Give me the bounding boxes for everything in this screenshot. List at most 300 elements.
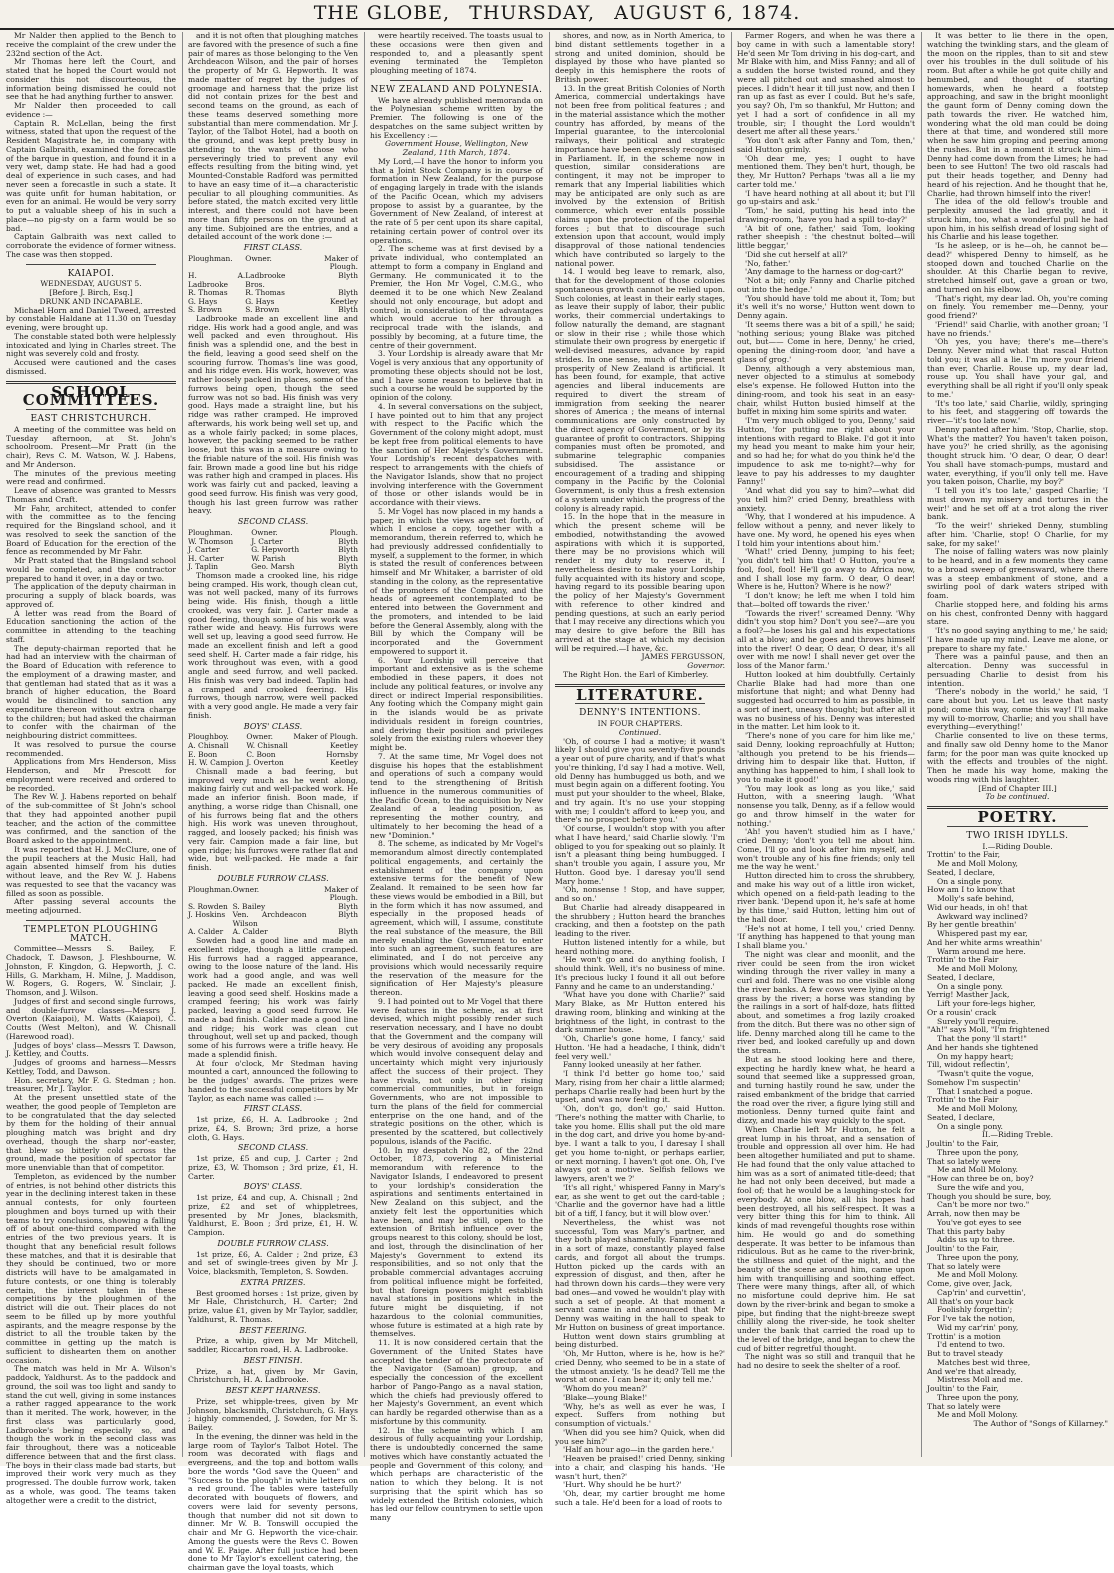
poem-line: By her gentle breathin' <box>927 920 1017 930</box>
paragraph: Farmer Rogers, and when he was there a boy came in with such a lamentable story! He'd seen Mr Tom driving in his dog-cart, and Mr Blake with him, and Miss Fanny; and all of a sudden the horse twisted round, and they were all pitched out and smashed almost to pieces. I didn't hear it till just now, and then I ran up as fast as ever I could. But he's safe, you say? Oh, I'm so thankful, Mr Hutton; and yet I had a sort of confidence in all my trouble, sir; I thought the Lord wouldn't desert me after all these years.' <box>737 31 915 137</box>
table-cell: Blyth <box>338 910 358 920</box>
table-cell: A. Chisnall <box>188 740 229 750</box>
poem-line: Me and Moll Molony, <box>937 1104 1018 1113</box>
table-cell: Blyth <box>338 536 358 546</box>
paragraph: 'No, father.' <box>745 258 791 268</box>
poem-line: That the pony 'll start!" <box>937 1034 1027 1043</box>
paragraph: 13. In the great British Colonies of North America, commercial undertakings have not been free from political features ; and in the material assistance which the mother country has afforded, by means of the Imperial guarantee, to the intercolonial railways, their political and strategic importance have been expressly recognised in Parliament. If, in the scheme now in question, similar considerations are contingent, it may not be improper to remark that any Imperial liabilities which may be anticipated are only such as are involved by the extension of British commerce, which ever entails possible claims upon the protection of the Imperial forces ; but that to discourage such extension upon that account, would imply disapproval of those national tendencies which have contributed so largely to the national power. <box>555 83 725 268</box>
masthead-date: AUGUST 6, 1874. <box>614 2 801 24</box>
paragraph: 2. The scheme was at first devised by a private individual, who contemplated an attempt to form a company in England and Germany. He communicated it to the Premier, the Hon Mr Vogel, C.M.G., who deemed it to be one which New Zealand should not only encourage, but adopt and control, in consideration of the advantages which would accrue to her through a reciprocal trade with the islands, and possibly by becoming, at a future time, the centre of their government. <box>370 244 543 350</box>
paragraph: Mr Thomas here left the Court, and stated that he hoped the Court would not consider this not discourteous, the information being dismissed he could not see that he had anything further to answer. <box>6 57 176 102</box>
school-committees-heading: SCHOOL COMMITTEES. <box>22 382 160 410</box>
table-cell: Plough. <box>329 527 358 537</box>
first-class-report: Ladbrooke made an excellent line and ridge. His work had a good angle, and was well packed and even throughout. His finish was a splendid one, and the best in the field, leaving a good seed shelf on the scouring furrow. Thomas's line was good, and his ridge even. His work, however, was rather loosely packed in places, some of the furrows being open, though the seed furrow was not so bad. His finish was very good. Hays made a straight line, but his ridge was rather cramped. He improved afterwards, his work being well set up, and as a whole fairly packed; in some places, however, the packing seemed to be rather loose, but this was in a measure owing to the friable nature of the soil. His finish was fair. Brown made a good line but his ridge was rather high and cramped in places. His work was fairly cut and packed, leaving a good seed furrow. His finish was very good, though his last green furrow was rather heavy. <box>188 313 358 516</box>
boys-class-heading: BOYS' CLASS. <box>243 721 303 731</box>
paragraph: Templeton, as evidenced by the number of entries, is not behind other districts this year in the declining interest taken in these annual contests, for only fourteen ploughmen and boys turned up with their teams to try conclusions, showing a falling off of about one-third compared with the entries of the two previous years. It is thought that any beneficial result follows these matches, and that it is desirable that they should be continued, two or more districts will have to be amalgamated in future contests, or one thing is tolerably certain, the interest taken in these competitions by the ploughmen of the district will die out. Their places do not seem to be filled up by more youthful aspirants, and the meagre response by the district to all the trouble taken by the committee in getting up the match is sufficient to dishearten them on another occasion. <box>6 1171 176 1365</box>
poem-line: Trottin' is a motion <box>927 1331 1001 1341</box>
masthead <box>0 0 1114 30</box>
east-christchurch-heading: EAST CHRISTCHURCH. <box>30 414 152 424</box>
table-cell: S. Rowden <box>188 901 228 911</box>
paragraph: 'Why, that I wondered at his impudence. A fellow without a penny, and never likely to have one. My word, he opened his eyes when I told him your intentions about him.' <box>737 512 915 548</box>
table-cell: A. Calder <box>188 927 224 937</box>
paragraph: 'That's right, my dear lad. Oh, you're coming on finely. You remember me—Denny, your good friend?' <box>927 293 1108 320</box>
story-text-end <box>927 32 1108 785</box>
table-cell: R. Thomas <box>188 288 228 298</box>
prizes-first-heading: FIRST CLASS. <box>243 1104 303 1114</box>
paragraph: Captain Galbraith was next called to corroborate the evidence of former witness. The case was then stopped. <box>6 232 176 259</box>
table-cell: Blyth <box>338 927 358 937</box>
paragraph: 12. In the scheme with which I am desirous of fully acquainting your Lordship, there is undoubtedly concerned the same motives which have constantly actuated the people and Government of this colony, and which perhaps are characteristic of the nation to which they belong. It is not surprising that the spirit which has so widely extended the British colonies, which has led our fellow countrymen to settle upon many <box>370 1425 543 1522</box>
story-continued-label: Continued. <box>618 727 662 737</box>
paragraph: 'I'm very much obliged to you, Denny,' said Hutton, 'for putting me right about your intentions with regard to Blake. I'd got it into my head you meant to make him your heir, and so had he; for what do you think he'd the impudence to ask me to-night?—why for leave to pay his addresses to my daughter Fanny!' <box>737 416 915 487</box>
paragraph: 'Of course, I wouldn't stop with you after what I have heard,' said Charlie slowly. 'I'm obliged to you for speaking out so plainly. It isn't a pleasant thing being humbugged. I shan't trouble you again, I assure you, Mr Hutton. Good bye. I daresay you'll send Mary home.' <box>555 824 725 886</box>
table-cell: Ladbrooke Bros. <box>245 270 286 289</box>
prizes-first: 1st prize, £6, H. A. Ladbrooke ; 2nd prize, £4, S. Brown; 3rd prize, a horse cloth, G. Hays. <box>188 1115 358 1142</box>
table-cell: W. Parish <box>251 553 286 563</box>
poem-line: Somehow I'm suspectin' <box>927 1077 1021 1087</box>
paragraph: A meeting of the committee was held on Tuesday afternoon, at St. John's schoolroom. Present—Mr Pratt (in the chair), Revs C. M. Watson, W. J. Habens, and Mr Anderson. <box>6 424 176 469</box>
poem-line: That I snatched a pogue. <box>937 1086 1033 1096</box>
paragraph: 'I think I'd better go home too,' said Mary, rising from her chair a little alarmed; perhaps Charlie really had been hurt by the upset, and was now feeling it. <box>555 1069 725 1105</box>
table-cell: Blyth <box>338 288 358 298</box>
poem-line: Whispered past my ear, <box>937 929 1028 938</box>
table-cell: Maker of Plough. <box>324 884 358 903</box>
paragraph: The minutes of the previous meeting were read and confirmed. <box>6 468 176 487</box>
poem-line: Me and Moll Molony, <box>937 859 1018 868</box>
paragraph: 10. In my despatch No 82, of the 22nd October, 1873, covering a Ministerial memorandum with reference to the Navigator Islands, I endeavored to present to your lordship's consideration the aspirations and sentiments entertained in New Zealand on this subject, and the anxiety felt lest the opportunities which have been, and may be still, open to the extension of British influence over the groups nearest to this colony, should be lost, and lost, through the disinclination of her Majesty's Government to extend its responsibilities, and so not only that the probable commercial advantages accruing from political influence might be forfeited, but that foreign powers might establish naval stations in positions which in the future might be disquieting, if not hazardous to the colonial communities, whose future is estimated at a high rate by themselves. <box>370 1145 543 1339</box>
paragraph: 'Hurt. Why should he be hurt?' <box>563 1480 682 1490</box>
story-subtitle: IN FOUR CHAPTERS. <box>597 719 683 728</box>
paragraph: 'You don't ask after Fanny and Tom, then,' said Hutton grimly. <box>737 136 915 154</box>
paragraph: 'I have heard nothing at all about it; but I'll go up-stairs and ask.' <box>737 188 915 207</box>
paragraph: 'It's no good saying anything to me,' he said; 'I have made up my mind. Leave me alone, or prepare to share my fate.' <box>927 626 1108 653</box>
table-cell: A. Calder <box>232 927 268 937</box>
poem-line: On my happy heart; <box>937 1051 1014 1061</box>
poem-part2 <box>927 1140 1108 1420</box>
table-cell: Keetley <box>330 296 358 306</box>
paragraph: The Rev W. J. Habens reported on behalf of the sub-committee of St John's school that they had appointed another pupil teacher, and the action of the committee was confirmed, and the sanction of the Board asked to the appointment. <box>6 792 176 845</box>
poem-line: Lift your fore-legs higher, <box>937 999 1036 1008</box>
poem-line: And we're that already, <box>927 1366 1017 1376</box>
paragraph: 'Towards the river!' screamed Denny. 'Why didn't you stop him? Don't you see?—are you a fool?—he loses his gal and his expectations all at a blow; and he goes and throws himself into the river! O dear, O dear, O dear, it's all over with me now! I shall never get over the loss of the Manor farm.' <box>737 608 915 670</box>
paragraph: It was reported that H. J. McClure, one of the pupil teachers at the Music Hall, had again absented himself from his duties without leave, and the Rev W. J. Habens was requested to see that the vacancy was filled as soon as possible. <box>6 844 176 898</box>
poem-line: On a single pony. <box>937 1121 1003 1131</box>
poem-line: Seated, I declare, <box>927 972 995 982</box>
paragraph: 'He's not at home, I tell you,' cried Denny. 'If anything has happened to that young man I shall blame you.' <box>737 923 915 950</box>
best-feering: Prize, a whip, given by Mr Mitchell, saddler, Riccarton road, H. A. Ladbrooke. <box>188 1336 358 1355</box>
prizes-boys-heading: BOYS' CLASS. <box>243 1182 303 1192</box>
column-2 <box>188 31 358 1573</box>
paragraph: 'Did she cut herself at all?' <box>745 249 848 259</box>
first-class-heading: FIRST CLASS. <box>243 243 303 252</box>
templeton-heading: TEMPLETON PLOUGHING MATCH. <box>23 924 159 944</box>
best-harness-heading: BEST KEPT HARNESS. <box>225 1386 321 1396</box>
double-furrow-report: Sowden had a good line and made an excellent ridge, though a little cramped. His furrows had a ragged appearance, owing to the loose nature of the land. His work had a good angle, and was well packed. He made an excellent finish, leaving a good seed shelf. Hoskins made a cramped feering; his work was fairly packed, leaving a good seed furrow. He made a bad finish. Calder made a good line and ridge; his work was clean cut throughout, well set up and packed, though some of his furrows were a trifle heavy. He made a splendid finish. <box>188 936 358 1059</box>
paragraph: 'I tell you it's too late,' gasped Charlie; 'I must drown my misery and tortures in the weir!' and he set off at a trot along the river bank. <box>927 486 1108 522</box>
second-class-report: Thomson made a crooked line, his ridge being cramped. His work, though clean cut, was not well packed, many of its furrows being wide. His finish, though a little crooked, was very fair. J. Carter made a good feering, though some of his work was rather wide and heavy. His furrows were well set up, leaving a good seed furrow. He made an excellent finish and left a good seed shelf. H. Carter made a fair ridge, his work throughout was even, with a good angle and seed furrow, and well packed. His finish was very bad indeed. Taplin had a cramped and crooked feering. His furrows, though narrow, were well packed with a very good angle. He made a very fair finish. <box>188 570 358 720</box>
poem-line: Come, give over, Jack, <box>927 1279 1013 1288</box>
paragraph: Hutton looked at him doubtfully. Certainly Charlie Blake had had more than one misfortune that night; and what Denny had suggested had occurred to him as possible, in a sort of inert, uneasy thought; but after all it was no business of his. Denny was interested in the matter. Let him look to it. <box>737 669 915 732</box>
poem-line: Seated, I declare, <box>927 867 995 877</box>
nz-despatch-continued <box>555 32 725 653</box>
paragraph: The night was clear and moonlit, and the river could be seen from the iron wicket winding through the river valley in many a curl and fold. There was no one visible along the river banks. A few cows were lying on the grass by the river; a horse was standing by the railings in a sort of half-doze, hats flitted about, and sometimes a frog lazily croaked from the ditch. But there was no other sign of life. Denny marched along till he came to the river bed, and looked carefully up and down the stream. <box>737 949 915 1055</box>
paragraph: 'Oh yes, you have; there's me—there's Denny. Never mind what that rascal Hutton told you; it was all a lie. I'm more your friend than ever, Charlie. Rouse up, my dear lad, rouse up. You shall have your gal, and everything shall be all right if you'll only speak to me.' <box>927 337 1108 399</box>
poem-line: Trottin' to the Fair, <box>927 850 1000 860</box>
paragraph: 'I don't know; he left me when I told him that—bolted off towards the river.' <box>737 591 915 609</box>
poem-line: Three upon the pony, <box>937 1392 1019 1402</box>
poem-line: Wid our heads, in oh! that <box>927 902 1028 912</box>
poem-line: On a single pony. <box>937 876 1003 886</box>
best-harness: Prize, set whipple-trees, given by Mr Johnson, blacksmith, Christchurch, G. Hays ; highly commended, J. Sowden, for Mr S. Bailey. <box>188 1396 358 1433</box>
paragraph: Denny panted after him. 'Stop, Charlie, stop. What's the matter? You haven't taken poison, have you?' he cried shrilly, as the agonising thought struck him. 'O dear, O dear, O dear! You shall have stomach-pumps, mustard and water, everything, if you'll only tell me. Have you taken poison, Charlie, my boy?' <box>927 424 1108 487</box>
paragraph: My Lord,—I have the honor to inform you that a Joint Stock Company is in course of formation in New Zealand, for the purpose of engaging largely in trade with the islands of the Pacific Ocean, which my advisers propose to assist by a guarantee, by the Government of New Zealand, of interest at the rate of 5 per cent upon its share capital, retaining certain power of control over its operations. <box>370 156 543 245</box>
table-cell: Blyth <box>338 270 358 280</box>
paragraph: 'Oh dear me, yes; I ought to have mentioned them. They ben't hurt, though, be they, Mr Hutton? Perhaps 'twas all a lie my carter told me.' <box>737 153 915 189</box>
paragraph: 'Half an hour ago—in the garden here.' <box>563 1445 714 1455</box>
prizes-second-heading: SECOND CLASS. <box>237 1143 309 1153</box>
paragraph: Charlie consented to live on these terms, and finally saw old Denny home to the Manor farm; for the poor man was quite knocked up with the effects and troubles of the night. Then he made his way home, making the woods ring with his laughter. <box>927 731 1108 784</box>
literature-heading: LITERATURE. <box>576 685 704 704</box>
table-header-row <box>188 255 358 272</box>
paragraph: Mr Nalder then proceeded to call evidence :— <box>6 101 176 119</box>
paragraph: 'Why, he's as well as ever he was, I expect. Suffers from nothing but consumption of victuals.' <box>555 1401 725 1428</box>
paragraph: Judges of grooms and harness—Messrs Kettley, Todd, and Dawson. <box>6 1058 176 1076</box>
paragraph: 3. Your Lordship is already aware that Mr Vogel is very anxious that any opportunity of promoting these objects should not be lost, and I have some reason to believe that in such a course he would be supported by the opinion of the colony. <box>370 349 543 402</box>
poem-title: TWO IRISH IDYLLS. <box>966 830 1069 841</box>
table-cell: Keetley <box>330 740 358 750</box>
poem-part1-title: I.—Riding Double. <box>982 841 1053 851</box>
paragraph: 'Blake—young Blake!' <box>563 1392 648 1402</box>
awards-intro: At four o'clock, Mr Stedman having mounted a cart, announced the following to be the judges' awards. The prizes were handed to the successful competitors by Mr Taylor, as each name was called :— <box>188 1058 358 1103</box>
paragraph: Nevertheless, the whist was not successful, Tom was Mary's partner, and they both played shamefully. Fanny seemed in a sort of maze, constantly played false cards, and forgot all about the trumps. Hutton picked up the cards with an expression of disgust, and then, after he had thrown down his cards—they were very bad ones—and vowed he wouldn't play with such a set of people. At that moment a servant came in and announced that Mr Denny was waiting in the hall to speak to Mr Hutton on business of great importance. <box>555 1217 725 1332</box>
prizes-boys: 1st prize, £4 and cup, A. Chisnall ; 2nd prize, £2 and set of whippletrees, presented by Mr Jones, blacksmith, Yaldhurst, E. Boon ; 3rd prize, £1, H. W. Campion. <box>188 1193 358 1238</box>
column-1 <box>6 31 176 1505</box>
table-row <box>188 911 358 928</box>
templeton-ending: were heartily received. The toasts usual to these occasions were then given and responded to, and a pleasantly spent evening terminated the Templeton ploughing meeting of 1874. <box>370 31 543 75</box>
prizes-double-heading: DOUBLE FURROW CLASS. <box>217 1238 329 1248</box>
poem-line: But to travel steady <box>927 1349 1003 1358</box>
paragraph: 9. I had pointed out to Mr Vogel that there were features in the scheme, as at first devised, which might possibly render such reservation necessary, and I have no doubt that the Government and the company will be very desirous of avoiding any proposals which would involve consequent delay and uncertainty which might very injuriously affect the success of their project. They have rivals, not only in other rising commercial communities, but in foreign Governments, who are not impossible to turn the plans of the field for commercial enterprise on the one hand, and of the strategic positions on the other, which is presented by the scattered, but collectively populous, islands of the Pacific. <box>370 996 543 1146</box>
paragraph: Mr Fahr, architect, attended to confer with the committee as to the fencing required for the Bingsland school, and it was resolved to seek the sanction of the Board of Education for the erection of the fence as recommended by Mr Fahr. <box>6 503 176 557</box>
paragraph: Judges of first and second single furrows, and double-furrow classes—Messrs J. Overton (Kaiapoi), M. Watts (Kaiapoi), C. Coutts (West Melton), and W. Chisnall (Harewood road). <box>6 996 176 1041</box>
table-header-row <box>188 886 358 903</box>
poem-line: I'd entend to two. <box>937 1340 1005 1350</box>
second-class-heading: SECOND CLASS. <box>237 517 309 527</box>
table-cell: Owner. <box>251 527 278 537</box>
paragraph: 15. In the hope that in the measure in which the present scheme will be embodied, notwithstanding the avowed aspirations with which it is supported, there may be no provisions which will render it my duty to reserve it, I nevertheless desire to make your Lordship fully acquainted with its history and scope, having regard to its possible bearing upon the policy of her Majesty's Government with reference to other kindred and pending questions, at such an early period that I may receive any directions which you may desire to give before the Bill has arrived at the stage at which my decision will be required.—I have, &c. <box>555 512 725 653</box>
table-cell: Maker of Plough. <box>293 732 358 742</box>
nz-despatch <box>370 158 543 1523</box>
paragraph: 'Oh, Mr Hutton, where is he, how is he?' cried Denny, who seemed to be in a state of the utmost anxiety. 'Is he dead? Tell me the worst at once. I can bear it; only tell me.' <box>555 1349 725 1385</box>
paragraph: Judges of boys' class—Messrs T. Dawson, J. Kettley, and Coutts. <box>6 1040 176 1059</box>
paragraph: The deputy-chairman reported that he had had an interview with the chairman of the Board of Education with reference to the employment of a drawing master, and that gentleman had stated that as it was a branch of higher education, the Board would be disinclined to sanction any expenditure thereon without extra charge to the children; but had asked the chairman to confer with the chairman of the neighbouring district committees. <box>6 643 176 740</box>
table-cell: J. Hoskins <box>188 910 226 920</box>
paragraph: Mr Nalder then applied to the Bench to receive the complaint of the crew under the 232nd section of the Act. <box>6 31 176 58</box>
poem-line: Molly's safe behind, <box>937 894 1014 903</box>
paragraph: 'There's nobody in the world,' he said, 'I care about but you. Let us leave that nasty pond; come this way, come this way! I'll make my will to-morrow, Charlie; and you shall have everything—everything!' <box>927 687 1108 732</box>
poem-line: Matches best wid three, <box>937 1357 1031 1367</box>
paragraph: It was resolved to pursue the course recommended. <box>6 739 176 758</box>
double-furrow-heading: DOUBLE FURROW CLASS. <box>217 873 329 883</box>
kaiapoi-heading: KAIAPOI. <box>67 268 115 279</box>
paragraph: Charlie stopped here, and folding his arms on his chest, confronted Denny with haggard stare. <box>927 599 1108 627</box>
paragraph: Leave of absence was granted to Messrs Thomas and Craft. <box>6 486 176 504</box>
table-cell: Ploughman. <box>188 253 233 263</box>
poem-line: Me and Moll Molony. <box>937 1270 1018 1280</box>
paragraph: Hutton listened intently for a while, but heard nothing more. <box>555 937 725 956</box>
poem-line: How am I to know that <box>927 885 1016 895</box>
table-cell: E. Boon <box>188 749 218 759</box>
boys-class-report: Chisnall made a bad feering, but improved very much as he went along, making fairly cut and well-packed work. He made an inferior finish. Boon made, if anything, a worse ridge than Chisnall, one of his furrows being flat and the others high. His work was uneven throughout, ragged, and loosely packed; his finish was very fair. Campion made a fair line, but open ridge; his furrows were rather flat and wide, but well-packed. He made a fair finish. <box>188 766 358 872</box>
paragraph: 'You should have told me about it, Tom; but it's well it's no worse,' Hutton went down to Denny again. <box>737 293 915 320</box>
poem-line: Mistress Moll and me. <box>937 1375 1023 1385</box>
table-cell: Owner. <box>232 884 260 894</box>
table-cell: S. Brown <box>245 305 280 315</box>
poem-line: That this party baby <box>927 1226 1005 1236</box>
paragraph: There was a painful pause, and then an altercation. Denny was successful in persuading Charlie to desist from his intention. <box>927 652 1108 688</box>
paragraph: Mr Pratt stated that the Bingsland school would be completed, and the contractor prepared to hand it over, in a day or two. <box>6 556 176 583</box>
best-finish: Prize, a hat, given by Mr Gavin, Christchurch, H. A. Ladbrooke. <box>188 1366 358 1385</box>
paragraph: Denny, although a very abstemious man, never objected to a stimulus at somebody else's expense. He followed Hutton into the dining-room, and took his seat in an easy-chair, whilst Hutton busied himself at the buffet in mixing him some spirits and water. <box>737 363 915 417</box>
paragraph: 5. Mr Vogel has now placed in my hands a paper, in which the views are set forth, of which I enclose a copy, together with a memorandum, therein referred to, which he had previously addressed confidentially to myself, a supplement to the former, in which is stated the result of conferences between himself and Mr Whitaker, a barrister of old standing in the colony, as the representative of the promoters of the Company, and the heads of agreement contemplated to be entered into between the Government and the promoters, and intended to be laid before the General Assembly, along with the Bill by which the Company will be incorporated and the Government empowered to support it. <box>370 506 543 656</box>
poem-line: Cap'rin' and curvettin', <box>937 1287 1026 1297</box>
school-report <box>6 426 176 916</box>
poem-line: Till, widout reflectin', <box>927 1060 1010 1070</box>
column-6 <box>927 32 1108 1457</box>
signature-addressee: The Right Hon. the Earl of Kimberley. <box>563 669 709 679</box>
paragraph: 'Oh, dear, my cartier brought me home such a tale. He'd been for a load of roots to <box>555 1489 725 1507</box>
poem-line: Foolishly forgettin'; <box>937 1305 1013 1315</box>
dinner-report: In the evening, the dinner was held in the large room of Taylor's Talbot Hotel. The room was decorated with flags and evergreens, and the top and bottom walls bore the words "God save the Queen" and "Success to the plough" in white letters on a red ground. The tables were tastefully decorated with bouquets of flowers, and covers were laid for seventy persons, though that number did not sit down to dinner. Mr W. B. Tonswill occupied the chair and Mr G. Hepworth the vice-chair. Among the guests were the Revs C. Bowen and W. E. Paige. After full justice had been done to Mr Taylor's excellent catering, the chairman gave the loyal toasts, which <box>188 1431 358 1573</box>
table-cell: H. A. Ladbrooke <box>188 270 246 289</box>
poem-line: Me and Moll Molony, <box>937 964 1018 973</box>
paragraph: 'Friend!' said Charlie, with another groan; 'I have no friends.' <box>927 319 1108 338</box>
nz-intro: We have already published memoranda on the Polynesian scheme written by the Premier. The following is one of the despatches on the same subject written by his Excellency :— <box>370 95 543 140</box>
poem-line: All that's on your back <box>927 1296 1014 1306</box>
paragraph: Fanny looked uneasily at her father. <box>563 1060 702 1070</box>
paragraph: 'Whom do you mean?' <box>563 1384 648 1393</box>
paragraph: 'There's none of you care for him like me,' said Denny, looking reproachfully at Hutton; 'although you pretend to be his friends—driving him to despair like that. Hutton, if anything has happened to him, I shall look to you to make it good!' <box>737 731 915 784</box>
paragraph: 11. It is now considered certain that the Government of the United States have accepted the tender of the protectorate of the Navigator (Samoan) group, and especially the concession of the excellent harbor of Pango-Pango as a naval station, which the chiefs had previously offered to her Majesty's Government, an event which can hardly be regarded otherwise than as a misfortune by this community. <box>370 1338 543 1426</box>
templeton-report <box>6 945 176 1505</box>
table-cell: Geo. Marsh <box>251 562 295 572</box>
poem-line: Trottin' to the Fair <box>927 1095 999 1105</box>
boys-class-table <box>188 733 358 767</box>
templeton-continued <box>188 32 358 242</box>
paragraph: 'What!' cried Denny, jumping to his feet; 'you didn't tell him that! O Hutton, you're a fool, fool, fool! He'll go away to Africa now, and I shall lose my farm. O dear, O dear! Where is he, Hutton? Where is he now?' <box>737 547 915 592</box>
paragraph: 'And what did you say to him?—what did you tell him?' cried Denny, breathless with anxiety. <box>737 486 915 513</box>
table-cell: H. Carter <box>188 553 224 563</box>
paragraph: The noise of falling waters was now plainly to be heard, and in a few moments they came to a broad sweep of greensward, where there was a steep embankment of stone, and a swirling pool of dark waters striped with foam. <box>927 547 1108 600</box>
poem-line: Trottin' to the Fair <box>927 955 999 965</box>
best-feering-heading: BEST FEERING. <box>239 1325 307 1335</box>
kaiapoi-subheading: DRUNK AND INCAPABLE. <box>39 296 143 306</box>
poem-line: Warm around me here. <box>937 946 1026 956</box>
paragraph: 'Is he asleep, or is he—oh, he cannot be—dead?' whispered Denny to himself, as he stooped down and touched Charlie on the shoulder. At this Charlie began to revive, stretched himself out, gave a groan or two, and turned on his elbow. <box>927 241 1108 294</box>
paragraph: 'He won't go and do anything foolish, I should think. Well, it's no business of mine. It's precious lucky I found it all out before Fanny and he came to an understanding.' <box>555 955 725 991</box>
poem-line: Wid my car'rin' pony, <box>937 1322 1019 1332</box>
table-cell: J. Taplin <box>188 562 219 572</box>
kaiapoi-date: WEDNESDAY, AUGUST 5. <box>40 279 142 289</box>
paragraph: Michael Horn and Daniel Tweed, arrested by constable Haldane at 11.30 on Tuesday evening, were brought up. <box>6 305 176 332</box>
table-cell: J. Overton <box>246 758 284 768</box>
poem-line: Sure the wife and you, <box>937 1182 1024 1192</box>
paragraph: It was better to lie there in the open, watching the twinkling stars, and the gleam of the moon on the ripples, than to sit and stew over his troubles in the dull solitude of his room. But after a while he got quite chilly and benumbed, and thought of starting homewards, when he heard a footstep approaching, and saw in the bright moonlight the gaunt form of Denny coming down the path towards the river. He watched him, wondering what the old man could be doing there at that time, and wondered still more when he saw him groping and peering among the rushes. But in a moment it struck him—Denny had come down from the Limes; he had been to see Hutton! The two old rascals had put their heads together, and Denny had heard of his rejection. And he thought that he, Charlie, had thrown himself into the river! <box>927 31 1108 198</box>
poem-author: The Author of "Songs of Killarney." <box>973 1419 1108 1428</box>
paragraph: 'Any damage to the harness or dog-cart?' <box>745 267 904 277</box>
poem-line: Joultin' to the Fair, <box>927 1139 999 1148</box>
paragraph: 6. Your Lordship will perceive that important and extensive as is the scheme embodied in these papers, it does not include any political features, or involve any direct or indirect Imperial responsibilities. Any footing which the Company might gain in the islands would be as private individuals resident in foreign countries, and deriving their position and privileges solely from the existing rulers whoever they might be. <box>370 655 543 752</box>
table-cell: Ploughboy. <box>188 732 229 742</box>
paragraph: 'It's too late,' said Charlie, wildly, springing to his feet, and staggering off towards the river—'it's too late now.' <box>927 398 1108 425</box>
to-be-continued: To be continued. <box>985 792 1050 802</box>
paragraph: The constable stated both were helplessly intoxicated and lying in Charles street. The night was severely cold and frosty. <box>6 331 176 359</box>
poem-line: Joultin' to the Fair, <box>927 1244 999 1253</box>
poem-line: Yerrig! Masther Jack, <box>927 990 1010 1000</box>
poetry-heading: POETRY. <box>977 808 1058 826</box>
table-cell: Owner. <box>246 732 273 742</box>
signature-name: JAMES FERGUSSON, <box>641 652 725 662</box>
paragraph: 'It's all right,' whispered Fanny in Mary's ear, as she went to get out the card-table ; 'Charlie and the governor have had a little bit of a tiff, I fancy, but it will blow over.' <box>555 1182 725 1218</box>
poem-line: "How can three be on, boy? <box>927 1174 1034 1183</box>
poem-line: Me and Moll Molony. <box>937 1410 1018 1420</box>
table-cell: Blyth <box>338 901 358 911</box>
table-cell: S. Brown <box>188 305 222 315</box>
poem-line: Arrah, now then may be <box>927 1209 1020 1218</box>
paragraph: The night was so still and tranquil that he had no desire to seek the shelter of a roof. <box>737 1352 915 1370</box>
paragraph: But Charlie had already disappeared in the shrubbery ; Hutton heard the branches cracking, and then a footstep on the path leading to the river. <box>555 902 725 938</box>
poem-line: Awkward way inclined? <box>937 911 1028 921</box>
table-cell: Maker of Plough. <box>324 253 358 272</box>
table-cell: Ven. Archdeacon Wilson <box>232 910 307 928</box>
poem-line: Seated, I declare, <box>927 1112 995 1122</box>
paragraph: 'Oh, nonsense ! Stop, and have supper, and so on.' <box>555 885 725 903</box>
court-report <box>6 32 176 260</box>
story-text-continued <box>737 32 915 1371</box>
poem-line: Three upon the pony, <box>937 1252 1019 1262</box>
poem-part1 <box>927 851 1108 1131</box>
paragraph: 'Oh, of course I had a motive; it wasn't likely I should give you seventy-five pounds a year out of pure charity, and if that's what you're thinking, I'd say I had a motive. Well, old Denny has humbugged us both, and we must begin again on a different footing. You must put your shoulder to the wheel, Blake, and try again. It's no use your stopping with me; I couldn't afford to keep you, and there's no prospect before you.' <box>555 736 725 825</box>
table-cell: Blyth <box>338 305 358 315</box>
table-cell: Blyth <box>338 545 358 555</box>
table-cell: H. W. Campion <box>188 758 244 768</box>
poem-line: Can't be more nor two." <box>937 1200 1030 1210</box>
paragraph: 'Oh, don't go, don't go,' said Hutton. 'There's nothing the matter with Charlie, to take you home. Ellis shall put the old mare in the dog cart, and drive you home by-and-bye. I want a talk to you, I daresay I shall get you home to-night, or perhaps earlier, or next morning. I haven't got one. Oh, I've always got a motive. Selfish fellows we lawyers, aren't we ?' <box>555 1104 725 1183</box>
best-finish-heading: BEST FINISH. <box>243 1355 303 1365</box>
column-4 <box>555 31 725 1507</box>
extra-prizes: Best groomed horses : 1st prize, given by Mr Hale, Christchurch, H. Carter; 2nd prize, value £1, given by Mr Taylor, saddler, Yaldhurst, R. Thomas. <box>188 1288 358 1324</box>
paragraph: 'Tom,' he said, putting his head into the drawing-room, 'have you had a spill to-day?' <box>737 206 915 224</box>
paragraph: 'It seems there was a bit of a spill,' he said; 'nothing serious; young Blake was pitched out, but—— Come in here, Denny,' he cried, opening the dining-room door, 'and have a glass of grog.' <box>737 319 915 364</box>
paragraph: 8. The scheme, as indicated by Mr Vogel's memorandum almost directly contemplated political engagements, and certainly the establishment of the company upon extensive terms for the benefit of New Zealand. It remained to be seen how far these views would be embodied in a Bill, but in the form which it has now assumed, and especially in the proposed heads of agreement, which will, I assume, constitute the real substance of the measure, the Bill merely enabling the Government to enter into such an agreement, such features are eliminated, and I do not perceive any provisions which would necessarily require the reservation of the measure for the signification of Her Majesty's pleasure thereon. <box>370 839 543 997</box>
paragraph: 'Oh, Charlie's gone home, I fancy,' said Hutton. 'He had a headache, I think, didn't feel very well.' <box>555 1034 725 1061</box>
nz-polynesia-heading: NEW ZEALAND AND POLYNESIA. <box>370 84 543 95</box>
paragraph: Hutton went down stairs grumbling at being disturbed. <box>555 1331 725 1350</box>
poem-line: That so lately were <box>927 1261 1001 1271</box>
paragraph: Hon. secretary, Mr F. G. Stedman ; hon. treasurer, Mr J. Taylor. <box>6 1075 176 1094</box>
table-cell: Hornsby <box>326 749 358 759</box>
table-cell: Owner. <box>245 253 272 263</box>
poem-line: Or a rousin' crack <box>927 1007 997 1017</box>
table-cell: C. Boon <box>246 749 276 759</box>
table-cell: Blyth <box>338 562 358 572</box>
paragraph: But as he stood looking here and there, expecting he hardly knew what, he heard a sound that seemed like a suppressed groan, and turning hastily round he saw, under the raised embankment of the bridge that carried the road over the river, a figure lying still and motionless. Denny turned quite faint and dizzy, and made his way quickly to the spot. <box>737 1054 915 1125</box>
masthead-paper: THE GLOBE, <box>313 2 451 24</box>
first-class-table <box>188 255 358 315</box>
double-furrow-table <box>188 886 358 938</box>
paragraph: 'When did you see him? Quick, when did you see him?' <box>555 1427 725 1446</box>
paragraph: The idea of the old fellow's trouble and perplexity amused the lad greatly, and it struck him, too, what a wonderful pull he had upon him, in his selfish dread of losing sight of his Charlie and his lease together. <box>927 197 1108 242</box>
paragraph: 'What have you done with Charlie?' said Mary Blake, as Mr Hutton entered his drawing room, blinking and winking at the brightness of the light, in contrast to the dark summer house. <box>555 990 725 1035</box>
table-cell: W. Thomson <box>188 536 234 546</box>
poem-part2-title: II.—Riding Treble. <box>982 1130 1053 1140</box>
story-text <box>555 738 725 1508</box>
story-title: DENNY'S INTENTIONS. <box>579 708 701 719</box>
kaiapoi-bench: [Before J. Birch, Esq.] <box>49 288 133 297</box>
table-cell: Blyth <box>338 553 358 563</box>
paragraph: 4. In several conversations on the subject, I have pointed out to him that any project with respect to the Pacific which the Government of the colony might adopt, must be kept free from political elements to have the sanction of Her Majesty's Government. Your Lordship's recent despatches with respect to arrangements with the chiefs of the Navigator Islands, show that no project involving interference with the Government of those or other islands would be in accordance with their views. <box>370 401 543 507</box>
table-cell: J. Carter <box>188 545 220 555</box>
poem-line: For I've tak the notion, <box>927 1314 1016 1323</box>
paragraph: 'Heaven be praised!' cried Denny, sinking into a chair, and clasping his hands. 'He wasn't hurt, then?' <box>555 1454 725 1481</box>
poem-line: That so lately were <box>927 1401 1001 1411</box>
paragraph: 'To the weir!' shrieked Denny, stumbling after him. 'Charlie, stop! O Charlie, for my sake, for my sake!' <box>927 521 1108 548</box>
paragraph: A letter was read from the Board of Education sanctioning the action of the committee in attending to the teaching staff. <box>6 608 176 644</box>
paragraph: Committee—Messrs S. Bailey, F. Chadock, T. Dawson, J. Fleshbourne, W. Johnston, F. Kingdon, G. Hepworth, J. C. Hills, G. Markham, H. Milne, J. Maddison, W. Rogers, G. Rogers, W. Sinclair, J. Thomson, and J. Wilson. <box>6 944 176 997</box>
paragraph: Applications from Mrs Henderson, Miss Henderson, and Mr Prescott for employment were received and ordered to be recorded. <box>6 757 176 793</box>
paragraph: When Charlie left Mr Hutton, he felt a great lump in his throat, and a sensation of trouble and oppression all over him. He had been altogether humiliated and put to shame. He had found that the only value attached to him was as a sort of animated title-deed; that he had not only been deceived, but made a fool of; that he would be a laughing-stock for everybody. At one blow, all his hopes had been destroyed, all his self-respect. It was a very bitter thing this for him to think. All kinds of mad revengeful thoughts rose within him. He would go and do something desperate. It was better to be infamous than ridiculous. But as he came to the river-brink, the stillness and quiet of the night, and the beauty of the scene around him, came upon him with tranquillising and soothing effect. There were many things, after all, of which no misfortune could deprive him. He sat down by the river-brink and began to smoke a pipe, but finding that the night-breeze swept chillily along the river-side, he took shelter under the bank that carried the road up to the level of the bridge, and began to chew the cud of bitter regretful thought. <box>737 1124 916 1353</box>
table-cell: Keetley <box>330 758 358 768</box>
poem-line: That so lately were <box>927 1156 1001 1166</box>
paragraph: Accused were cautioned and the cases dismissed. <box>6 358 176 376</box>
poem-line: "Ah!" says Moll, "I'm frightened <box>927 1025 1050 1035</box>
paragraph: 7. At the same time, Mr Vogel does not disguise his hopes that the establishment and operations of such a company would tend to the strengthening of British influence in the numerous communities of the Pacific Ocean, to the acquisition by New Zealand of a leading position, as representing the mother country, and ultimately to her becoming the head of a new "Dominion." <box>370 751 543 840</box>
poem-line: Joultin' to the Fair, <box>927 1384 999 1393</box>
paragraph: The match was held in Mr A. Wilson's paddock, Yaldhurst. As to the paddock and ground, the soil was too light and sandy to stand the cut well, giving in some instances a rather ragged appearance to the work than it merited. The work, however, in the first class was particularly good, Ladbrooke's being especially so, and though the work in the second class was fair throughout, there was a noticeable difference between that and the first class. The boys in their class made bad starts, but improved their work very much as they progressed. The double furrow work, taken as a whole, was good. The teams taken altogether were a credit to the district, <box>6 1364 176 1505</box>
paragraph: shores, and now, as in North America, to bind distant settlements together in a strong and united dominion, should be displayed by those who have planted so deeply in this hemisphere the roots of British power. <box>555 31 725 84</box>
paragraph: The application of the deputy chairman in procuring a supply of black boards, was approved of. <box>6 582 176 609</box>
paragraph: Captain R. McLellan, being the first witness, stated that upon the request of the Resident Magistrate he, in company with Captain Galbraith, examined the forecastle of the barque in question, and found it in a very wet, damp state. He had had a good deal of experience in such cases, and had never seen a forecastle in such a state. It was quite unfit for human habitation, or even for an animal. He would be very sorry to put a valuable sheep of his in such a place—no pig-sty on a farm would be so bad. <box>6 118 176 233</box>
poem-line: You've got eyes to see <box>937 1217 1022 1227</box>
poem-line: Three upon the pony, <box>937 1147 1019 1157</box>
prizes-double: 1st prize, £6, A. Calder ; 2nd prize, £3 and set of swingle-trees given by Mr J. Voice, blacksmith, Templeton, S. Sowden. <box>188 1249 358 1277</box>
second-class-table <box>188 529 358 572</box>
poem-line: On a single pony. <box>937 981 1003 991</box>
paragraph: 'Not a bit; only Fanny and Charlie pitched out into the hedge.' <box>737 276 915 294</box>
table-cell: G. Hays <box>245 296 275 306</box>
table-cell: G. Hepworth <box>251 545 300 555</box>
nz-letter-heading: Government House, Wellington, New Zealand, 11th March, 1874. <box>385 139 528 157</box>
paragraph: and it is not often that ploughing matches are favored with the presence of such a fine pair of mares as those belonging to the Ven Archdeacon Wilson, and the pair of horses the property of Mr G. Hepworth. It was made matter of regret by the judges of groomage and harness that the prize list did not contain prizes for the best and second teams on the ground, as each of these teams deserved something more substantial than mere commendation. Mr J. Taylor, of the Talbot Hotel, had a booth on the ground, and was kept pretty busy in attending to the wants of those who perseveringly tried to prevent any evil effects resulting from the biting wind, yet Mounted-Constable Radford was permitted to have an easy time of it—a characteristic peculiar to all ploughing communities. As before stated, the match excited very little interest, and there could not have been more than fifty persons on the ground at any time. Subjoined are the entries, and a detailed account of the work done :— <box>188 31 358 242</box>
paragraph: 'A bit of one, father,' said Tom, looking rather sheepish : 'the chestnut bolted—will little beggar,' <box>737 223 915 250</box>
poem-line: Me and Moll Molony. <box>937 1165 1018 1175</box>
table-row <box>188 272 358 289</box>
paragraph: Hutton directed him to cross the shrubbery, and make his way out of a little iron wicket, which opened on a field-path leading to the river bank. 'Depend upon it, he's safe at home by this time,' said Hutton, letting him out of the hall door. <box>737 871 915 924</box>
table-cell: Ploughman. <box>188 884 233 894</box>
poem-line: And her white arms wreathin' <box>927 937 1043 947</box>
end-of-chapter: [End of Chapter III.] <box>978 783 1057 793</box>
paragraph: At the present unsettled state of the weather, the good people of Templeton are to be congratulated that the day selected by them for the holding of their annual ploughing match was bright and dry overhead, though the sharp nor'-easter, that blew so bitterly cold across the ground, made the position of spectator far more unenviable than that of competitor. <box>6 1093 176 1172</box>
column-3 <box>370 31 543 1522</box>
poem-line: Though you should be sure, boy, <box>927 1191 1052 1201</box>
table-cell: R. Thomas <box>245 288 285 298</box>
kaiapoi-report <box>6 307 176 377</box>
table-cell: G. Hays <box>188 296 218 306</box>
signature-role: Governor. <box>687 661 725 670</box>
table-cell: S. Bailey <box>232 901 266 911</box>
poem-line: Adds us up to three. <box>937 1235 1015 1245</box>
paragraph: 'You may look as long as you like,' said Hutton, with a sneering laugh. 'What nonsense you talk, Denny, as if a fellow would go and throw himself in the water for nothing.' <box>737 783 915 828</box>
